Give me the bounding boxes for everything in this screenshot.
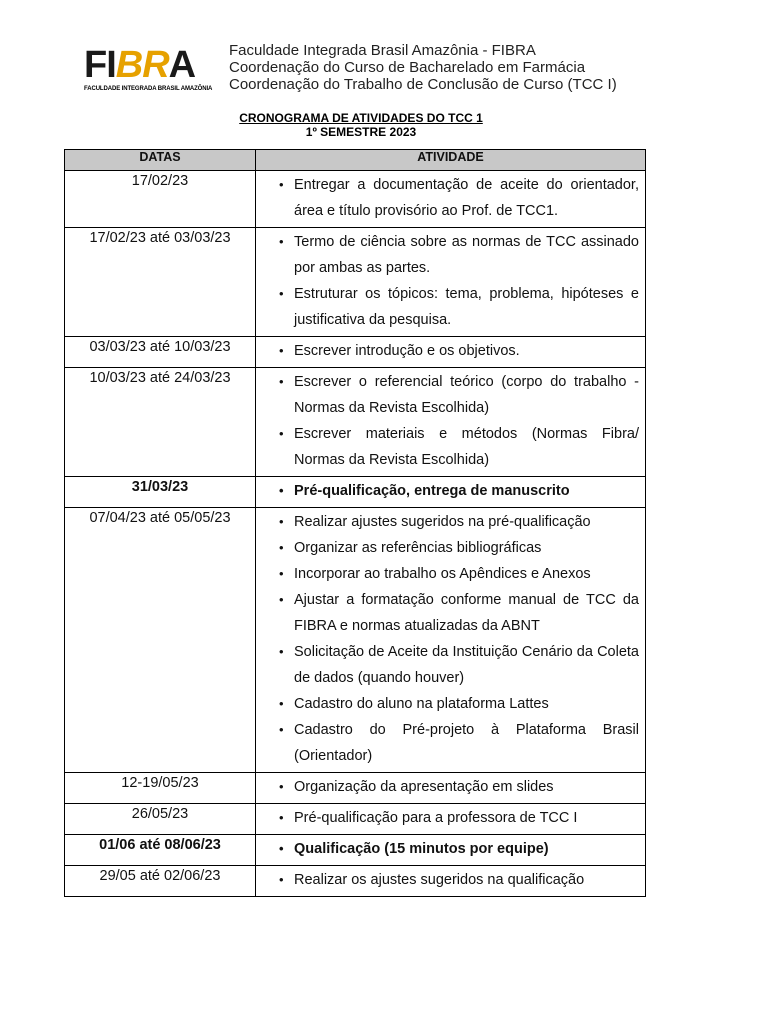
semester-title: 1º SEMESTRE 2023	[305, 125, 417, 139]
list-item: • Organização da apresentação em slides	[266, 774, 639, 800]
row-activities	[256, 368, 646, 477]
row-activities	[256, 477, 646, 508]
activity-list	[266, 836, 639, 862]
list-item: • Cadastro do Pré-projeto à Plataforma Brasil (Orientador)	[266, 717, 639, 769]
header-dates: DATAS	[65, 150, 256, 171]
row-activities	[256, 337, 646, 368]
list-item: • Estruturar os tópicos: tema, problema, hipóteses e justificativa da pesquisa.	[266, 281, 639, 333]
table-row	[65, 228, 646, 337]
institution-name: Faculdade Integrada Brasil Amazônia - FIBRA	[229, 42, 536, 59]
table-row	[65, 508, 646, 773]
activity-list	[266, 478, 639, 504]
table-row	[65, 866, 646, 897]
activity-list	[266, 867, 639, 893]
table-row	[65, 368, 646, 477]
list-item: • Escrever o referencial teórico (corpo do trabalho - Normas da Revista Escolhida)	[266, 369, 639, 421]
header-activity: ATIVIDADE	[256, 150, 646, 171]
row-date: 17/02/23	[65, 171, 256, 228]
row-activities	[256, 228, 646, 337]
row-activities	[256, 171, 646, 228]
list-item: • Entregar a documentação de aceite do orientador, área e título provisório ao Prof. de TCC1.	[266, 172, 639, 224]
list-item: • Organizar as referências bibliográficas	[266, 535, 639, 561]
list-item: • Escrever introdução e os objetivos.	[266, 338, 639, 364]
institution-lines	[229, 42, 617, 93]
list-item: • Pré-qualificação, entrega de manuscrito	[266, 478, 639, 504]
row-date: 12-19/05/23	[65, 773, 256, 804]
row-date: 31/03/23	[65, 477, 256, 508]
activity-list	[266, 369, 639, 473]
schedule-title: CRONOGRAMA DE ATIVIDADES DO TCC 1	[239, 111, 483, 125]
list-item: • Pré-qualificação para a professora de TCC I	[266, 805, 639, 831]
fibra-logo	[84, 44, 213, 96]
table-row	[65, 835, 646, 866]
activity-list	[266, 229, 639, 333]
row-activities	[256, 835, 646, 866]
schedule-body	[65, 171, 646, 897]
row-date: 01/06 até 08/06/23	[65, 835, 256, 866]
activity-list	[266, 338, 639, 364]
table-row	[65, 773, 646, 804]
list-item: • Realizar ajustes sugeridos na pré-qualificação	[266, 509, 639, 535]
row-activities	[256, 508, 646, 773]
schedule-table	[64, 149, 646, 897]
row-date: 10/03/23 até 24/03/23	[65, 368, 256, 477]
list-item: • Escrever materiais e métodos (Normas Fibra/ Normas da Revista Escolhida)	[266, 421, 639, 473]
tcc-coordination: Coordenação do Trabalho de Conclusão de Curso (TCC I)	[229, 76, 617, 93]
row-date: 29/05 até 02/06/23	[65, 866, 256, 897]
activity-list	[266, 172, 639, 224]
list-item: • Qualificação (15 minutos por equipe)	[266, 836, 639, 862]
document-title	[64, 111, 658, 139]
row-activities	[256, 804, 646, 835]
list-item: • Termo de ciência sobre as normas de TCC assinado por ambas as partes.	[266, 229, 639, 281]
activity-list	[266, 509, 639, 769]
list-item: • Realizar os ajustes sugeridos na qualificação	[266, 867, 639, 893]
table-header-row	[65, 150, 646, 171]
row-date: 26/05/23	[65, 804, 256, 835]
row-date: 07/04/23 até 05/05/23	[65, 508, 256, 773]
document-header	[84, 40, 704, 100]
table-row	[65, 477, 646, 508]
list-item: • Incorporar ao trabalho os Apêndices e Anexos	[266, 561, 639, 587]
table-row	[65, 804, 646, 835]
row-date: 03/03/23 até 10/03/23	[65, 337, 256, 368]
course-coordination: Coordenação do Curso de Bacharelado em Farmácia	[229, 59, 586, 76]
row-activities	[256, 866, 646, 897]
list-item: • Cadastro do aluno na plataforma Lattes	[266, 691, 639, 717]
row-date: 17/02/23 até 03/03/23	[65, 228, 256, 337]
row-activities	[256, 773, 646, 804]
list-item: • Solicitação de Aceite da Instituição Cenário da Coleta de dados (quando houver)	[266, 639, 639, 691]
list-item: • Ajustar a formatação conforme manual de TCC da FIBRA e normas atualizadas da ABNT	[266, 587, 639, 639]
logo-wordmark: FIBRA	[84, 44, 196, 86]
logo-tagline: FACULDADE INTEGRADA BRASIL AMAZÔNIA	[84, 86, 213, 92]
table-row	[65, 337, 646, 368]
activity-list	[266, 805, 639, 831]
table-row	[65, 171, 646, 228]
activity-list	[266, 774, 639, 800]
